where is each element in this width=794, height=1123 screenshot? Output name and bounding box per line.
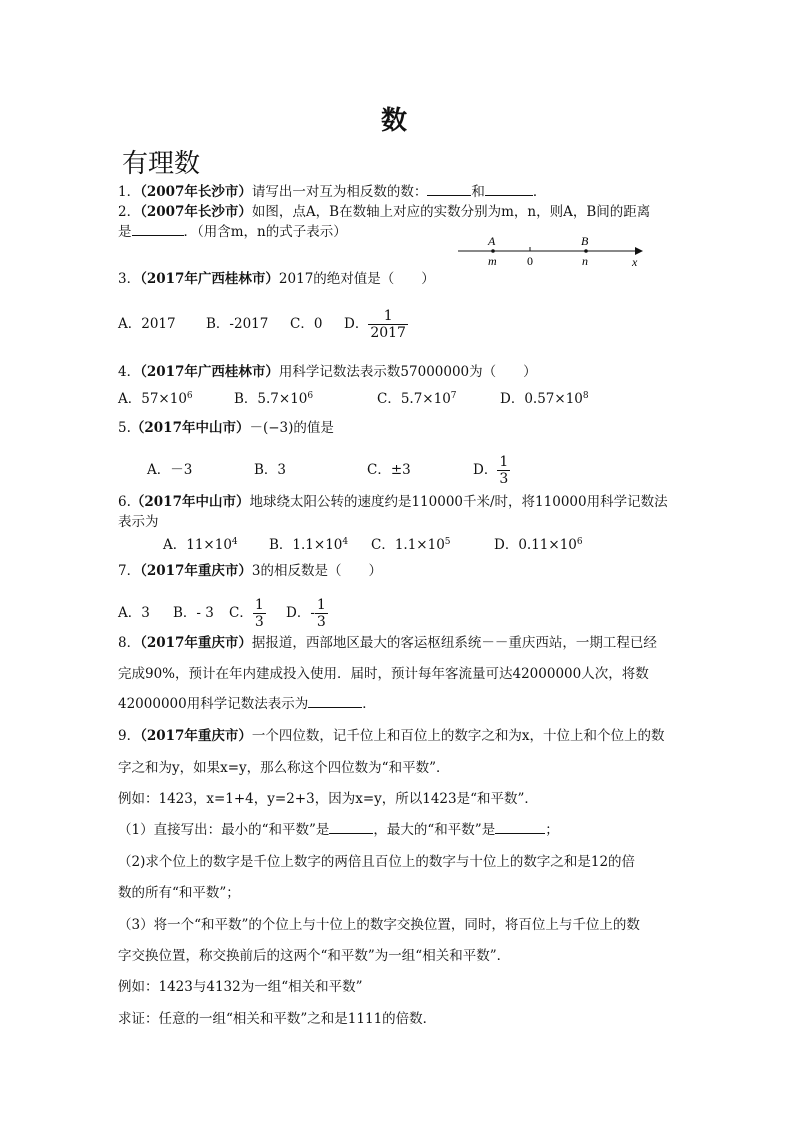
q5-options [147, 454, 510, 487]
q5-option-b[interactable]: B．3 [254, 462, 287, 478]
q7-source: （2017年重庆市） [140, 563, 252, 579]
point-b-dot [584, 249, 588, 253]
q3-option-d[interactable]: D． $\frac{1}{2017}$ [344, 308, 406, 341]
q4-text: 用科学记数法表示数57000000为（ ） [278, 364, 537, 380]
question-3 [118, 270, 435, 288]
number-line-figure [455, 232, 645, 270]
q1-text: 请写出一对互为相反数的数： [251, 184, 428, 200]
q2-number: 2． [118, 204, 141, 220]
question-5 [118, 419, 334, 437]
question-2-line-2 [118, 223, 347, 241]
q9-blank-min[interactable] [329, 821, 373, 834]
question-1 [118, 183, 546, 201]
q6-number: 6. [118, 494, 131, 510]
q9-part-2-line-1: （2)求个位上的数字是千位上数字的两倍且百位上的数字与十位上的数字之和是12的倍 [118, 854, 636, 870]
q9-part-3-line-2: 字交换位置，称交换前后的这两个“和平数”为一组“相关和平数”． [118, 948, 511, 964]
q4-option-c[interactable]: C．$5.7\times 10^7$ [377, 391, 457, 407]
m-label: m [488, 254, 497, 268]
q6-option-b[interactable]: B．$1.1\times 10^4$ [269, 537, 349, 553]
q4-source: （2017年广西桂林市） [140, 364, 279, 380]
question-9 [118, 727, 665, 745]
q2-line2-post: ．（用含m，n的式子表示） [183, 224, 347, 240]
q8-source: （2017年重庆市） [140, 635, 252, 651]
q9-line-2: 字之和为y，如果x=y，那么称这个四位数为“和平数”． [118, 760, 450, 776]
q3-source: （2017年广西桂林市） [140, 271, 279, 287]
q5-option-c[interactable]: C．±3 [367, 462, 411, 478]
number-line-arrow [635, 247, 643, 255]
q2-source: （2007年长沙市） [140, 204, 252, 220]
q1-end: ． [532, 184, 547, 200]
q8-line-3: 42000000用科学记数法表示为 ． [118, 696, 376, 712]
point-a-dot [491, 249, 495, 253]
q3-option-c[interactable]: C．0 [290, 316, 323, 332]
q7-option-a[interactable]: A．3 [118, 605, 150, 621]
q7-number: 7． [118, 563, 141, 579]
q7-option-c[interactable]: C． $\frac{1}{3}$ [229, 597, 264, 630]
n-label: n [582, 254, 588, 268]
q9-blank-max[interactable] [495, 821, 545, 834]
q5-option-a[interactable]: A．－3 [147, 462, 193, 478]
q7-fraction-c: $\frac{1}{3}$ [254, 597, 264, 630]
q8-blank[interactable] [308, 695, 362, 708]
q9-part-3-line-3: 例如：1423与4132为一组“相关和平数” [118, 979, 363, 995]
q9-part-3-line-1: （3）将一个“和平数”的个位上与十位上的数字交换位置，同时，将百位上与千位上的数 [118, 917, 640, 933]
q3-number: 3． [118, 271, 141, 287]
question-7 [118, 562, 382, 580]
q6-text: 地球绕太阳公转的速度约是110000千米/时，将110000用科学记数法 [249, 494, 668, 510]
q9-part-1: （1）直接写出：最小的“和平数”是 ，最大的“和平数”是 ； [118, 822, 559, 838]
q1-source: （2007年长沙市） [140, 184, 252, 200]
q9-text: 一个四位数，记千位上和百位上的数字之和为x，十位上和个位上的数 [251, 728, 665, 744]
q7-fraction-d: $\frac{1}{3}$ [316, 597, 326, 630]
q7-option-d[interactable]: D．- $\frac{1}{3}$ [286, 597, 326, 630]
q4-number: 4． [118, 364, 141, 380]
q9-number: 9． [118, 728, 141, 744]
q7-options [118, 597, 328, 630]
q4-options [118, 390, 589, 408]
q6-line-2: 表示为 [118, 514, 159, 530]
q2-text: 如图，点A，B在数轴上对应的实数分别为m，n，则A，B间的距离 [251, 204, 651, 220]
q5-source: （2017年中山市） [130, 420, 250, 436]
q8-line-2: 完成90%，预计在年内建成投入使用．届时，预计每年客流量可达42000000人次，将数 [118, 666, 649, 682]
question-2 [118, 203, 650, 221]
q3-options [118, 308, 408, 341]
q1-mid: 和 [471, 184, 485, 200]
point-b-label: B [581, 234, 589, 248]
q3-option-a[interactable]: A．2017 [118, 316, 176, 332]
q5-text: －(−3)的值是 [249, 420, 334, 436]
question-6 [118, 493, 668, 511]
q5-number: 5. [118, 420, 131, 436]
q9-part-2-line-2: 数的所有“和平数”； [118, 885, 240, 901]
q3-fraction: $\frac{1}{2017}$ [370, 308, 406, 341]
zero-label: 0 [527, 254, 533, 268]
x-label: x [632, 255, 638, 269]
q1-blank-1[interactable] [427, 183, 471, 196]
q8-number: 8． [118, 635, 141, 651]
q3-option-b[interactable]: B．-2017 [206, 316, 269, 332]
q2-blank[interactable] [132, 223, 184, 236]
q1-number: 1． [118, 184, 141, 200]
q4-option-b[interactable]: B．$5.7\times 10^6$ [234, 391, 314, 407]
question-8 [118, 634, 657, 652]
q5-option-d[interactable]: D． $\frac{1}{3}$ [473, 454, 509, 487]
page-title: 数 [381, 106, 408, 136]
question-4 [118, 363, 537, 381]
q4-option-a[interactable]: A．$57\times 10^6$ [118, 391, 193, 407]
q5-fraction: $\frac{1}{3}$ [499, 454, 509, 487]
q9-source: （2017年重庆市） [140, 728, 252, 744]
q6-options [163, 536, 583, 554]
q7-option-b[interactable]: B．- 3 [173, 605, 214, 621]
q6-option-c[interactable]: C．$1.1\times 10^5$ [371, 537, 451, 553]
q6-source: （2017年中山市） [130, 494, 250, 510]
q9-part-3-line-4: 求证：任意的一组“相关和平数”之和是1111的倍数． [118, 1011, 437, 1027]
point-a-label: A [488, 234, 496, 248]
q2-line2-pre: 是 [118, 224, 132, 240]
q9-line-3: 例如：1423，x=1+4，y=2+3，因为x=y，所以1423是“和平数”． [118, 791, 538, 807]
q4-option-d[interactable]: D．$0.57\times 10^8$ [500, 391, 589, 407]
q6-option-d[interactable]: D．$0.11\times 10^6$ [494, 537, 583, 553]
q1-blank-2[interactable] [485, 183, 533, 196]
q8-text: 据报道，西部地区最大的客运枢纽系统－－重庆西站，一期工程已经 [251, 635, 657, 651]
q6-option-a[interactable]: A．$11\times 10^4$ [163, 537, 238, 553]
q7-text: 3的相反数是（ ） [251, 563, 383, 579]
section-title: 有理数 [122, 149, 201, 179]
q3-text: 2017的绝对值是（ ） [278, 271, 435, 287]
